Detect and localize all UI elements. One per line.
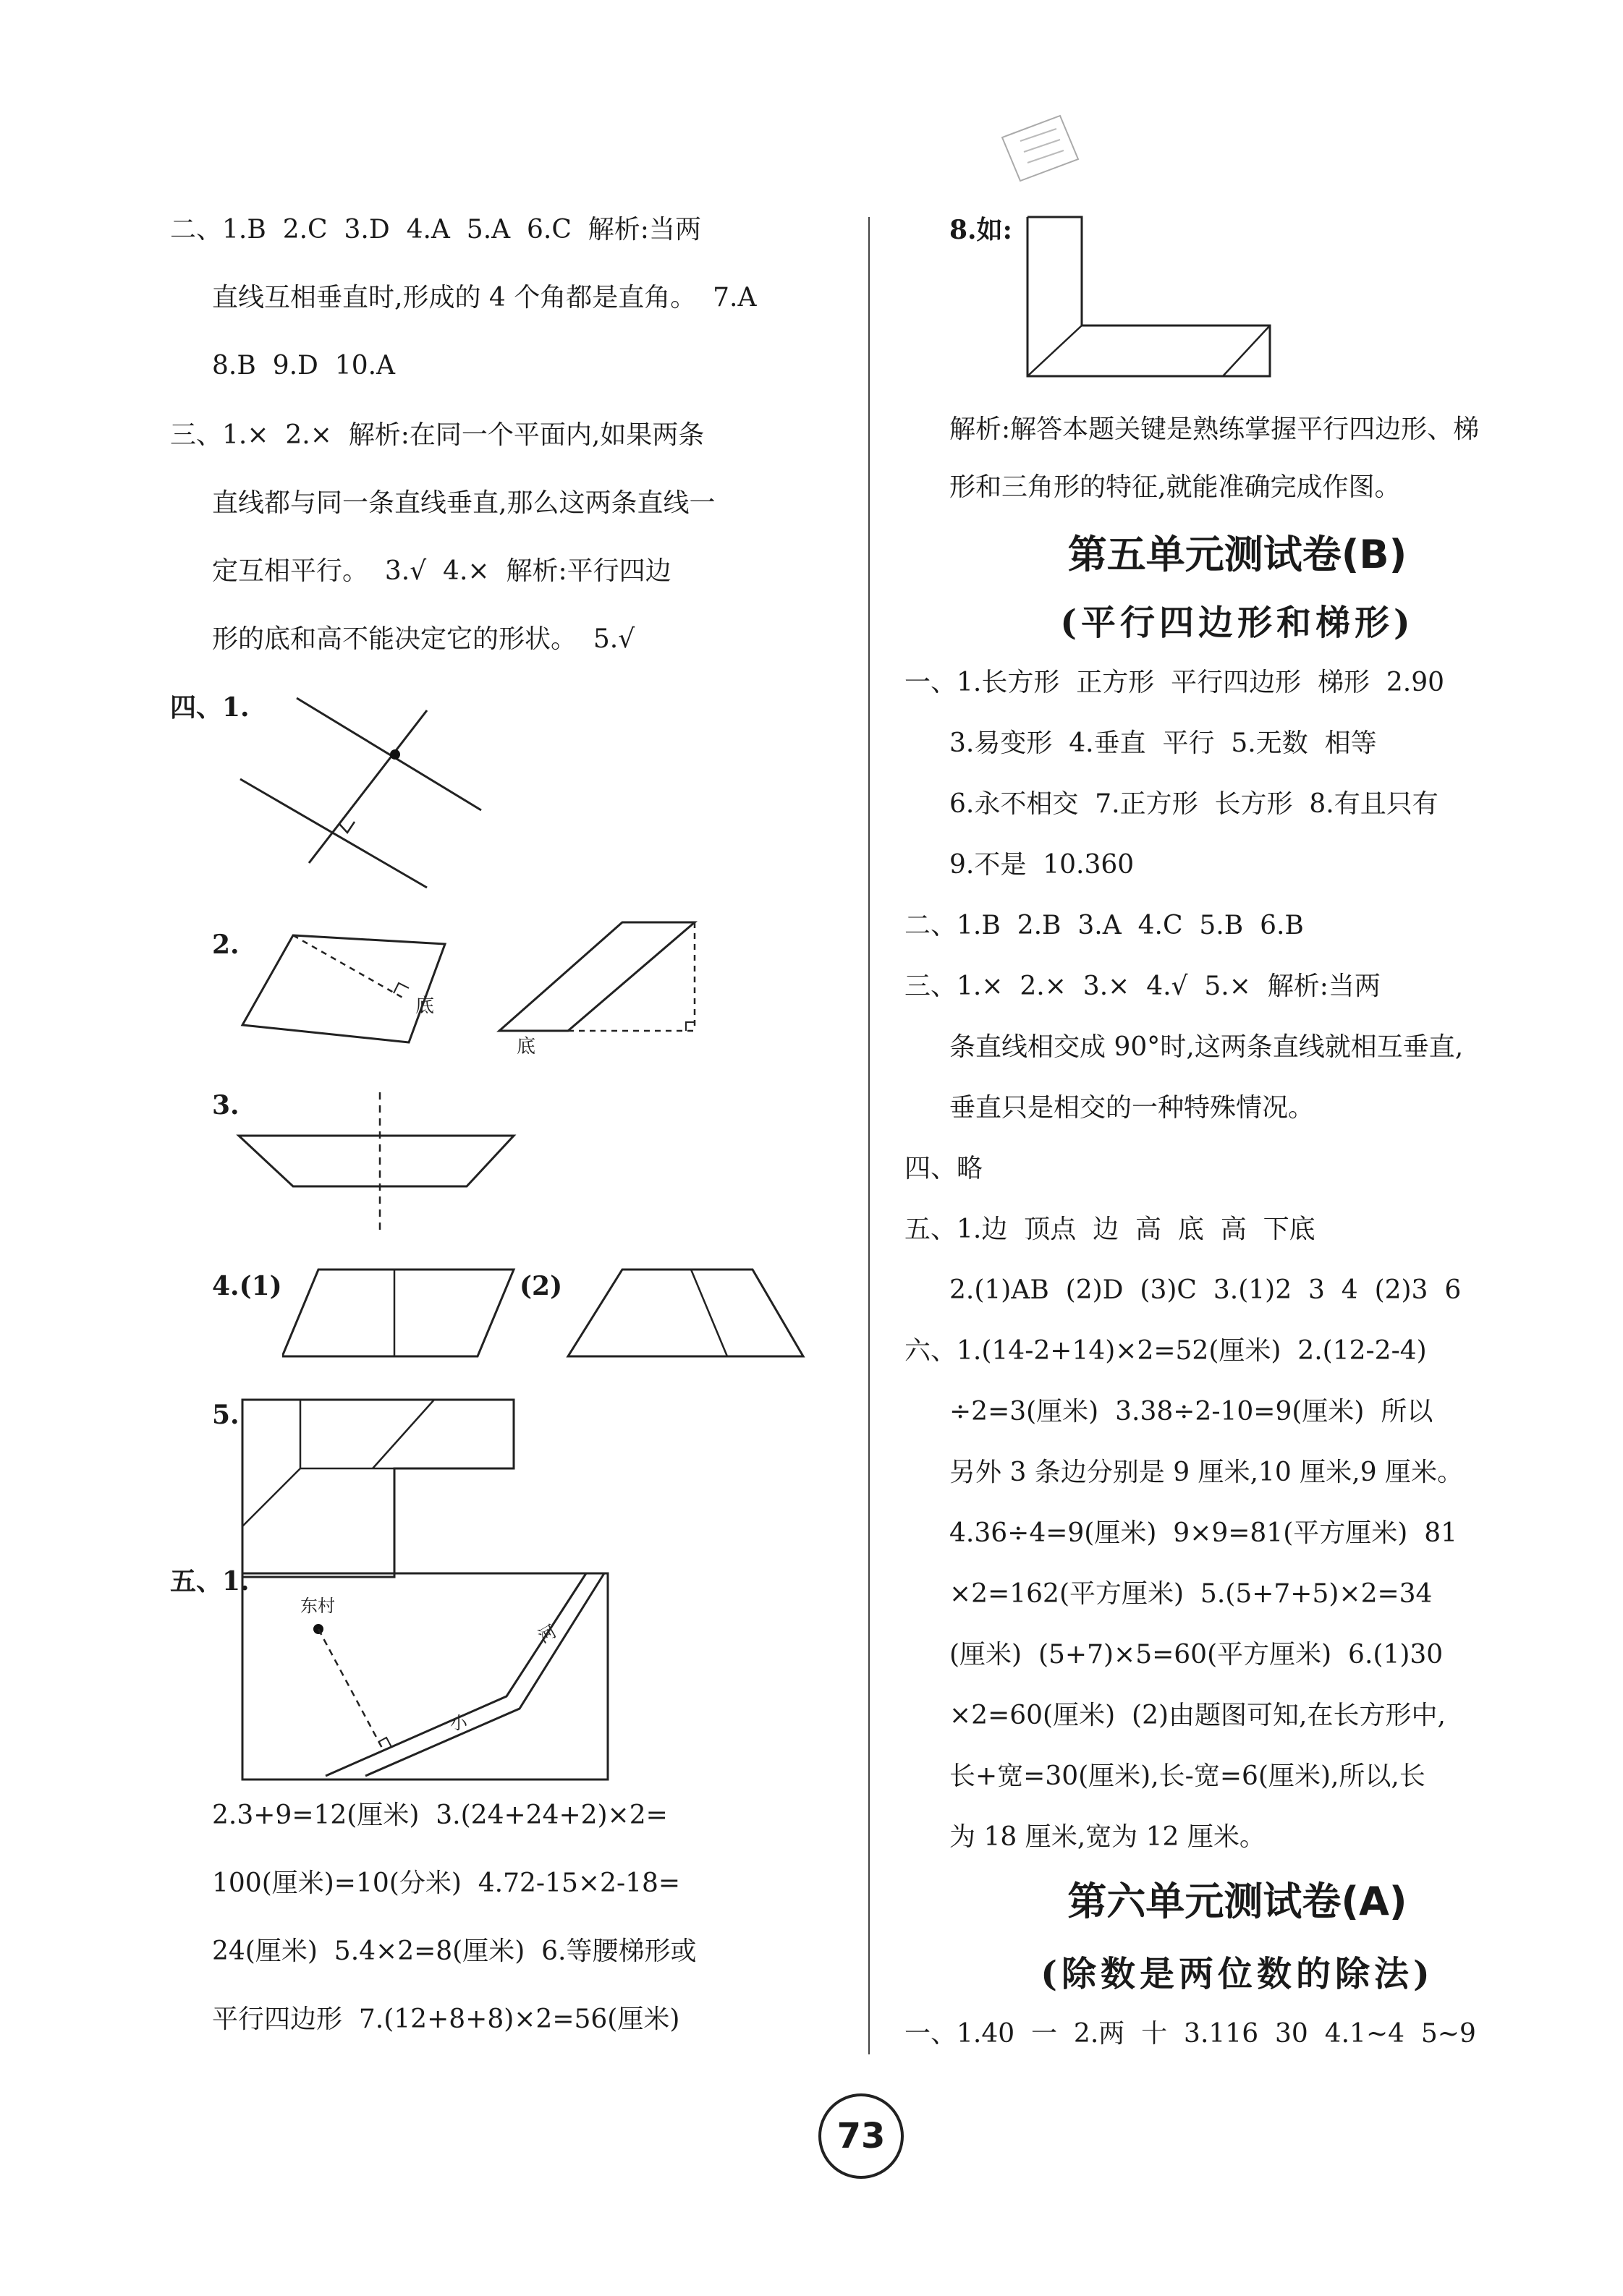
page-number: 73 [818,2093,904,2179]
left-s3-line-2: 直线都与同一条直线垂直,那么这两条直线一 [212,488,716,518]
u5b-line-20: 为 18 厘米,宽为 12 厘米。 [949,1822,1266,1852]
left-s2-line-2: 直线互相垂直时,形成的 4 个角都是直角。 7.A [212,283,757,312]
left-s5-line-1: 2.3+9=12(厘米) 3.(24+24+2)×2= [212,1800,668,1830]
u5b-line-4: 9.不是 10.360 [949,850,1135,880]
u5b-line-2: 3.易变形 4.垂直 平行 5.无数 相等 [949,728,1377,758]
s4-q1-label: 四、1. [170,692,250,723]
river-label: 河 [535,1620,560,1648]
u5b-line-3: 6.永不相交 7.正方形 长方形 8.有且只有 [949,789,1438,819]
u5b-line-14: 另外 3 条边分别是 9 厘米,10 厘米,9 厘米。 [949,1458,1464,1487]
unit6a-subtitle: (除数是两位数的除法) [1041,1954,1434,1994]
q8-label: 8.如: [949,215,1012,245]
left-s3-line-4: 形的底和高不能决定它的形状。 5.√ [212,624,635,654]
u5b-line-16: ×2=162(平方厘米) 5.(5+7+5)×2=34 [949,1579,1433,1609]
q8-composite-shape [1020,210,1281,391]
left-s3-line-1: 三、1.× 2.× 解析:在同一个平面内,如果两条 [170,420,705,450]
column-divider [868,217,870,2054]
left-s5-line-2: 100(厘米)=10(分米) 4.72-15×2-18= [212,1868,681,1898]
trapezoid-symmetry-figure [232,1085,535,1237]
s4-q5-label: 5. [212,1400,240,1430]
left-s2-line-3: 8.B 9.D 10.A [212,351,396,380]
u5b-line-1: 一、1.长方形 正方形 平行四边形 梯形 2.90 [904,668,1445,697]
s4-q4-label-2: (2) [520,1271,563,1301]
unit5b-subtitle: (平行四边形和梯形) [1060,603,1415,643]
s4-q4-label-1: 4.(1) [212,1271,282,1301]
s5-q1-label: 五、1. [170,1566,250,1596]
u5b-line-13: ÷2=3(厘米) 3.38÷2-10=9(厘米) 所以 [949,1397,1433,1427]
path-label: 小 [450,1713,467,1733]
u5b-line-12: 六、1.(14-2+14)×2=52(厘米) 2.(12-2-4) [904,1336,1427,1366]
u5b-line-18: ×2=60(厘米) (2)由题图可知,在长方形中, [949,1701,1446,1730]
u5b-line-19: 长+宽=30(厘米),长-宽=6(厘米),所以,长 [949,1761,1425,1791]
perpendicular-lines-figure [232,691,499,901]
u5b-line-17: (厘米) (5+7)×5=60(平方厘米) 6.(1)30 [949,1640,1444,1670]
u6a-line-1: 一、1.40 一 2.两 十 3.116 30 4.1~4 5~9 [904,2019,1476,2049]
east-village-label: 东村 [300,1596,335,1616]
u5b-line-9: 四、略 [904,1154,983,1183]
s4-q3-label: 3. [212,1090,240,1121]
unit6a-title: 第六单元测试卷(A) [1067,1879,1407,1924]
left-s2-line-1: 二、1.B 2.C 3.D 4.A 5.A 6.C 解析:当两 [170,215,701,245]
u5b-line-15: 4.36÷4=9(厘米) 9×9=81(平方厘米) 81 [949,1518,1458,1548]
heights-figure [232,915,724,1060]
parallelogram-base-label: 底 [415,995,435,1017]
q8-analysis-line-2: 形和三角形的特征,就能准确完成作图。 [949,472,1401,502]
division-figures [282,1262,818,1371]
l-shape-figure [235,1393,525,1588]
u5b-line-8: 垂直只是相交的一种特殊情况。 [949,1093,1315,1123]
u5b-line-11: 2.(1)AB (2)D (3)C 3.(1)2 3 4 (2)3 6 [949,1275,1462,1305]
u5b-line-7: 条直线相交成 90°时,这两条直线就相互垂直, [949,1032,1464,1062]
u5b-line-6: 三、1.× 2.× 3.× 4.√ 5.× 解析:当两 [904,971,1381,1001]
s4-q2-label: 2. [212,930,240,960]
second-base-label: 底 [517,1036,536,1058]
u5b-line-5: 二、1.B 2.B 3.A 4.C 5.B 6.B [904,911,1304,940]
left-s3-line-3: 定互相平行。 3.√ 4.× 解析:平行四边 [212,556,671,586]
q8-analysis-line-1: 解析:解答本题关键是熟练掌握平行四边形、梯 [949,414,1480,444]
left-s5-line-4: 平行四边形 7.(12+8+8)×2=56(厘米) [212,2004,680,2034]
u5b-line-10: 五、1.边 顶点 边 高 底 高 下底 [904,1215,1315,1244]
village-river-map [239,1570,615,1787]
stamp-icon [991,109,1085,188]
unit5b-title: 第五单元测试卷(B) [1067,532,1407,577]
left-s5-line-3: 24(厘米) 5.4×2=8(厘米) 6.等腰梯形或 [212,1936,697,1966]
